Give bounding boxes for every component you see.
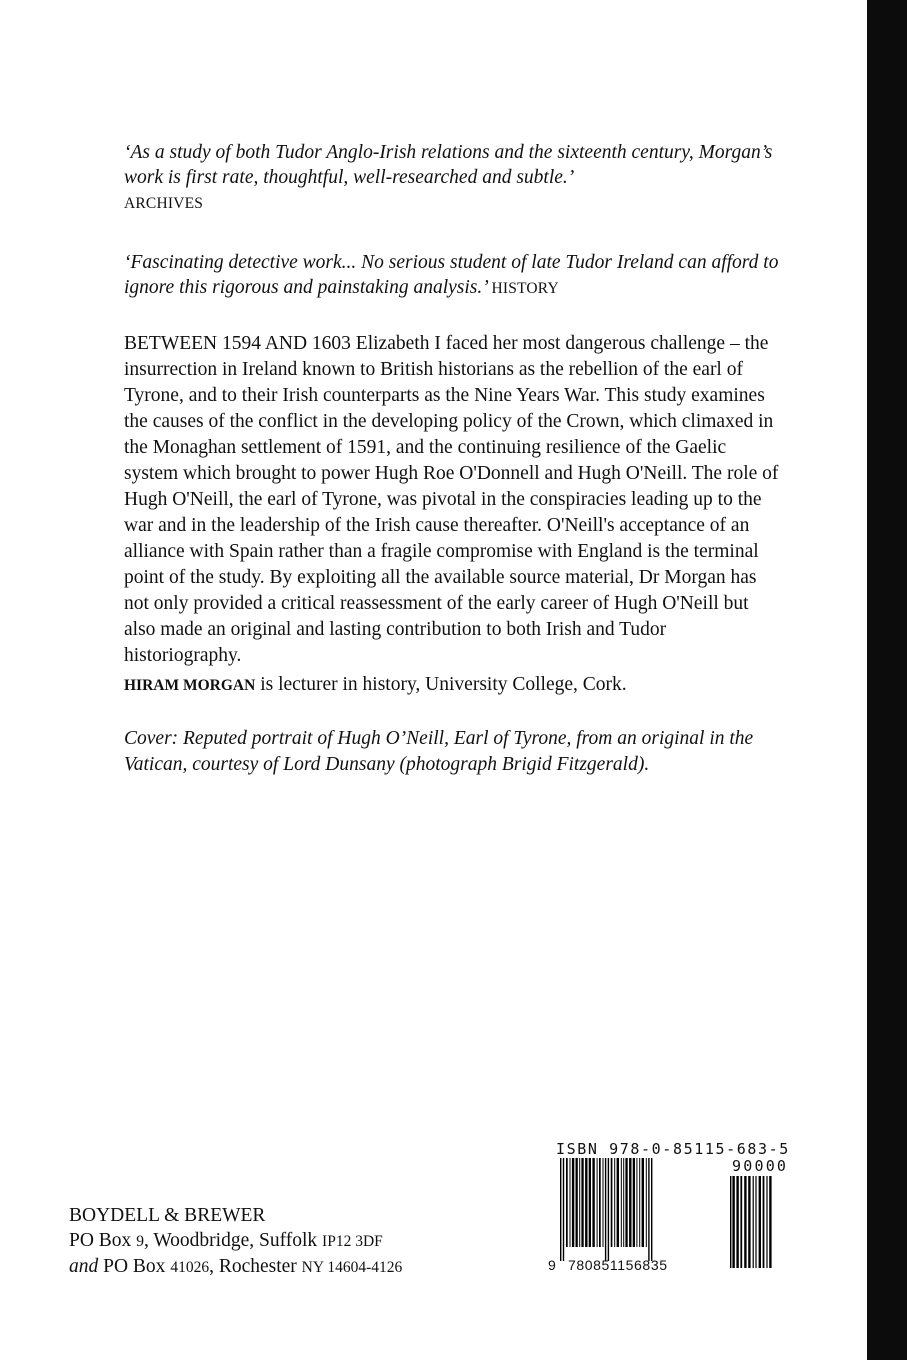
barcode-bar [636, 1158, 637, 1247]
barcode-bar [592, 1158, 594, 1247]
barcode-bar [732, 1176, 734, 1268]
barcode-bar [614, 1158, 615, 1247]
barcode-bar [570, 1158, 571, 1247]
review-quote-archives [124, 140, 784, 216]
isbn-barcode [548, 1140, 810, 1290]
barcode-bar [599, 1158, 601, 1247]
barcode-bar [755, 1176, 756, 1268]
address-conjunction: and [69, 1256, 99, 1277]
cover-credit: Cover: Reputed portrait of Hugh O’Neill, Earl of Tyrone, from an original in the Vatican, courtesy of Lord Dunsany (photograph Brigid Fitzgerald). [124, 728, 754, 775]
barcode-bar [589, 1158, 591, 1247]
publisher-address [69, 1203, 402, 1280]
isbn-text: ISBN 978-0-85115-683-5 [556, 1140, 790, 1158]
back-cover-text [124, 140, 784, 778]
address-label: PO Box [98, 1256, 171, 1277]
barcode-bar [629, 1158, 631, 1247]
barcode-bar [611, 1158, 613, 1247]
review-source: ARCHIVES [124, 195, 204, 212]
barcode-bar [621, 1158, 622, 1247]
barcode-bar [585, 1158, 587, 1247]
book-spine-edge [867, 0, 907, 1360]
barcode-bar [766, 1176, 767, 1268]
barcode-bar [753, 1176, 754, 1268]
address-box-number: 41026 [170, 1259, 210, 1276]
address-town: , Rochester [209, 1256, 302, 1277]
barcode-bar [579, 1158, 580, 1247]
barcode-bar [639, 1158, 640, 1247]
author-bio [124, 672, 784, 699]
address-postcode: NY 14604-4126 [301, 1259, 403, 1276]
barcode-bar [560, 1158, 561, 1261]
review-source: HISTORY [491, 280, 559, 297]
barcode-bar [617, 1158, 619, 1247]
publisher-address-uk [69, 1228, 402, 1254]
barcode-bar [736, 1176, 738, 1268]
review-quote-text: ‘Fascinating detective work... No serious student of late Tudor Ireland can afford to ignore this rigorous and painstaking analysis.’ [124, 252, 779, 298]
barcode-bar [763, 1176, 765, 1268]
barcode-bar [744, 1176, 746, 1268]
barcode-bar [608, 1158, 609, 1261]
address-postcode: IP12 3DF [322, 1233, 383, 1250]
barcode-bar [642, 1158, 644, 1247]
barcode-bar [648, 1158, 649, 1261]
barcode-bar [769, 1176, 771, 1268]
barcode-bar [748, 1176, 750, 1268]
author-description: is lecturer in history, University College, Cork. [255, 674, 627, 695]
barcode-bar [576, 1158, 578, 1247]
review-quote-history [124, 250, 784, 301]
book-description: BETWEEN 1594 AND 1603 Elizabeth I faced her most dangerous challenge – the insurrection in Ireland known to British historians as the rebellion of the earl of Tyrone, and to their Irish counterparts as the Nine Years War. This study examines the causes of the conflict in the developing policy of the Crown, which climaxed in the Monaghan settlement of 1591, and the continuing resilience of the Gaelic system which brought to power Hugh Roe O'Donnell and Hugh O'Neill. The role of Hugh O'Neill, the earl of Tyrone, was pivotal in the conspiracies leading up to the war and in the leadership of the Irish cause thereafter. O'Neill's acceptance of an alliance with Spain rather than a fragile compromise with England is the terminal point of the study. By exploiting all the available source material, Dr Morgan has not only provided a critical reassessment of the early career of Hugh O'Neill but also made an original and lasting contribution to both Irish and Tudor historiography. [124, 333, 779, 666]
address-town: , Woodbridge, Suffolk [143, 1230, 323, 1251]
barcode-bar [759, 1176, 761, 1268]
barcode-bar [633, 1158, 635, 1247]
barcode-bar [651, 1158, 652, 1261]
barcode-bar [563, 1158, 564, 1261]
barcode-bar [730, 1176, 731, 1268]
barcode-bar [646, 1158, 647, 1247]
barcode-bar [566, 1158, 568, 1247]
barcode-bar [625, 1158, 627, 1247]
barcode-bar [740, 1176, 742, 1268]
barcode-addon-digits: 90000 [732, 1157, 789, 1175]
ean-first-digit: 9 [548, 1257, 556, 1273]
publisher-name: BOYDELL & BREWER [69, 1205, 266, 1226]
barcode-bar [581, 1158, 583, 1247]
ean-digits: 780851156835 [568, 1257, 668, 1273]
barcode-bar [605, 1158, 606, 1261]
author-name: HIRAM MORGAN [124, 677, 256, 694]
barcode-bar [623, 1158, 624, 1247]
address-box-number: 9 [136, 1233, 144, 1250]
review-quote-text: ‘As a study of both Tudor Anglo-Irish relations and the sixteenth century, Morgan’s work is first rate, thoughtful, well-researched and subtle.’ [124, 142, 773, 188]
publisher-address-us [69, 1254, 402, 1280]
barcode-bar [603, 1158, 604, 1247]
barcode-bar [597, 1158, 598, 1247]
barcode-bar [572, 1158, 574, 1247]
address-label: PO Box [69, 1230, 137, 1251]
